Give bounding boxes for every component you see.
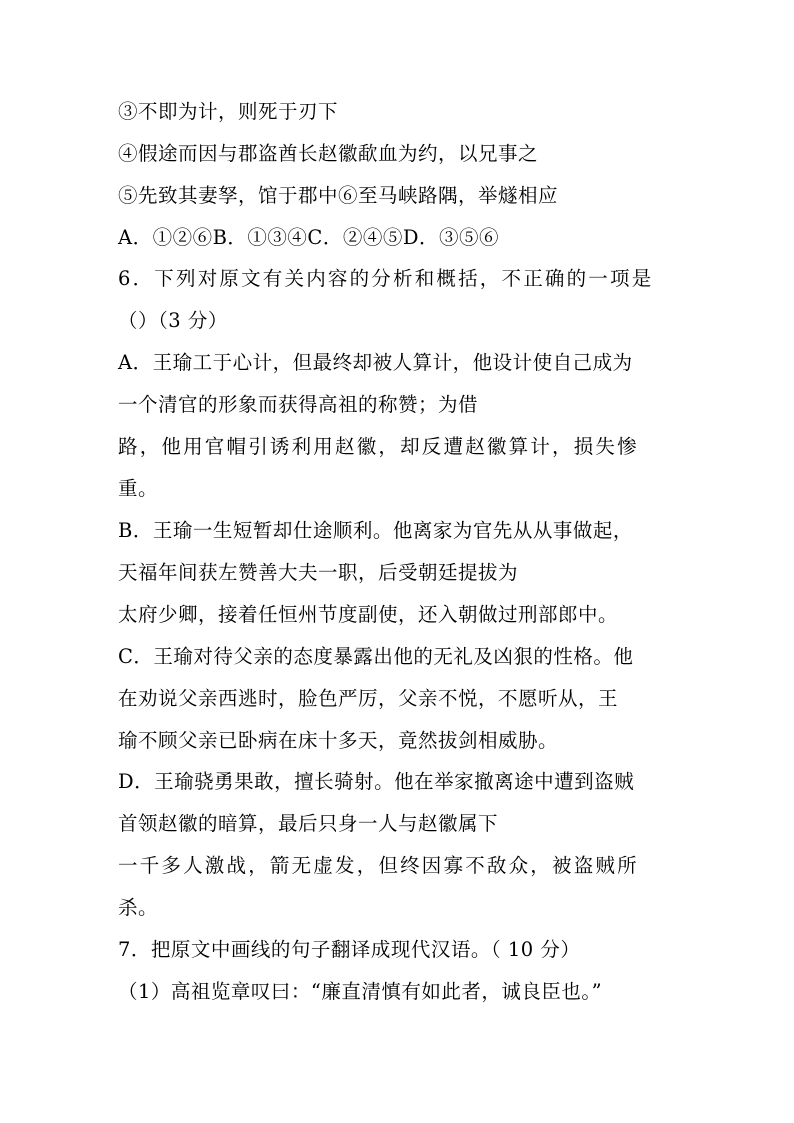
- q6-option-c-line1: C．王瑜对待父亲的态度暴露出他的无礼及凶狠的性格。他: [118, 645, 634, 668]
- q6-option-a-line2: 一个清官的形象而获得高祖的称赞；为借: [118, 393, 479, 416]
- q6-option-c-line3: 瑜不顾父亲已卧病在床十多天，竟然拔剑相威胁。: [118, 729, 559, 752]
- option-line-3: ③不即为计，则死于刃下: [118, 100, 339, 123]
- q6-option-c-line2: 在劝说父亲西逃时，脸色严厉，父亲不悦，不愿听从，王: [118, 687, 619, 710]
- q6-option-b-line1: B．王瑜一生短暂却仕途顺利。他离家为官先从从事做起，: [118, 519, 633, 542]
- option-line-4: ④假途而因与郡盗酋长赵徽歃血为约，以兄事之: [118, 142, 539, 165]
- question-7-sentence-1: （1）高祖览章叹曰：“廉直清慎有如此者，诚良臣也。”: [118, 980, 603, 1003]
- answer-choices-q5: A．①②⑥B．①③④C．②④⑤D．③⑤⑥: [118, 226, 499, 249]
- q6-option-d-line4: 杀。: [118, 896, 159, 919]
- q6-option-d-line3: 一千多人激战，箭无虚发，但终因寡不敌众，被盗贼所: [118, 854, 639, 877]
- q6-option-d-line2: 首领赵徽的暗算，最后只身一人与赵徽属下: [118, 812, 499, 835]
- q6-option-d-line1: D．王瑜骁勇果敢，擅长骑射。他在举家撤离途中遭到盗贼: [118, 770, 635, 793]
- question-7-stem: 7．把原文中画线的句子翻译成现代汉语。（ 10 分）: [118, 938, 581, 961]
- q6-option-b-line3: 太府少卿，接着任恒州节度副使，还入朝做过刑部郎中。: [118, 603, 619, 626]
- q6-option-a-line4: 重。: [118, 477, 159, 500]
- option-line-5-6: ⑤先致其妻孥，馆于郡中⑥至马峡路隅，举燧相应: [118, 184, 559, 207]
- q6-option-a-line3: 路，他用官帽引诱利用赵徽，却反遭赵徽算计，损失惨: [118, 435, 639, 458]
- q6-option-b-line2: 天福年间获左赞善大夫一职，后受朝廷提拔为: [118, 561, 519, 584]
- q6-option-a-line1: A．王瑜工于心计，但最终却被人算计，他设计使自己成为: [118, 351, 633, 374]
- question-6-stem: 6．下列对原文有关内容的分析和概括，不正确的一项是: [118, 267, 654, 290]
- question-6-score: （）（3 分）: [118, 309, 228, 332]
